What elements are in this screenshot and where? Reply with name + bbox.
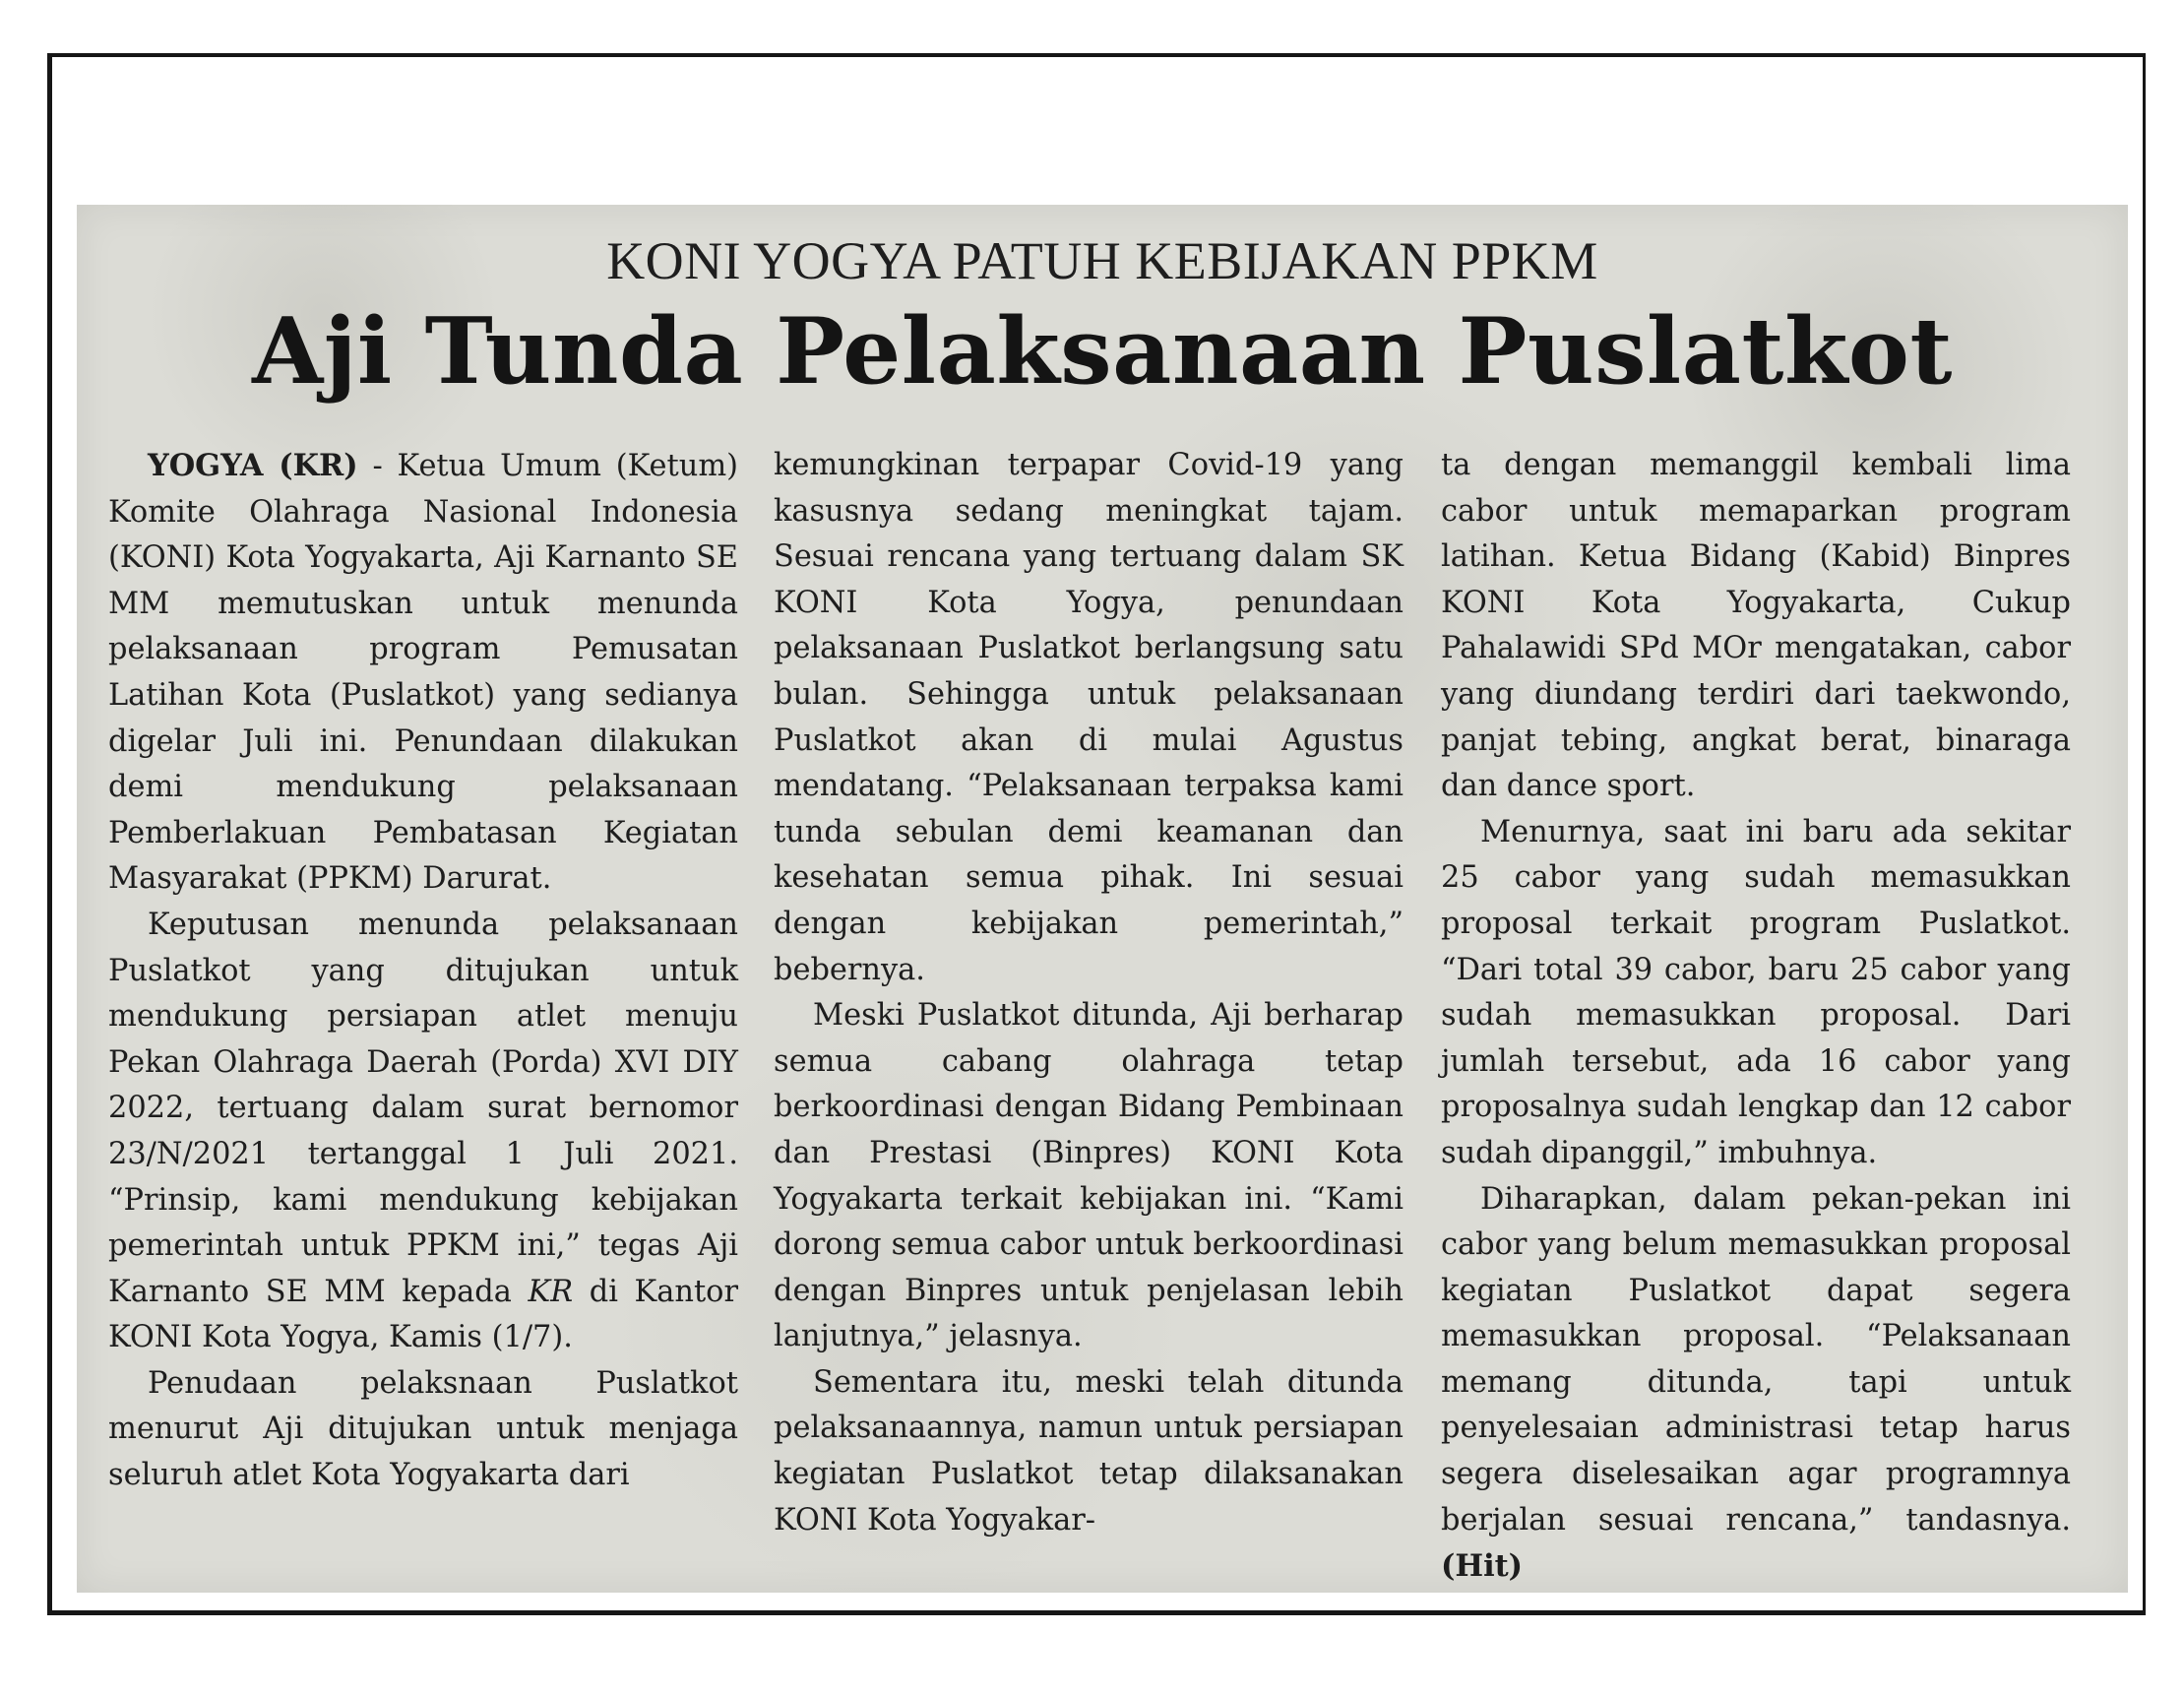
article-column-1 — [108, 443, 738, 1499]
paragraph: Menurnya, saat ini baru ada sekitar 25 cabor yang sudah memasukkan proposal terkait program Puslatkot. “Dari total 39 cabor, baru 25 cabor yang sudah memasukkan proposal. Dari jumlah tersebut, ada 16 cabor yang proposalnya sudah lengkap dan 12 cabor sudah dipanggil,” imbuhnya. — [1441, 814, 2071, 1170]
dateline: YOGYA (KR) — [148, 448, 358, 483]
paragraph: Penudaan pelaksnaan Puslatkot menurut Aji ditujukan untuk menjaga seluruh atlet Kota Yogyakarta dari — [108, 1365, 738, 1493]
article-column-2 — [774, 443, 1404, 1543]
publication-abbrev: KR — [528, 1274, 574, 1309]
paragraph: Meski Puslatkot ditunda, Aji berharap semua cabang olahraga tetap berkoordinasi dengan Bidang Pembinaan dan Prestasi (Binpres) KONI Kota Yogyakarta terkait kebijakan ini. “Kami dorong semua cabor untuk berkoordinasi dengan Binpres untuk penjelasan lebih lanjutnya,” jelasnya. — [774, 998, 1404, 1354]
paragraph: Keputusan menunda pelaksanaan Puslatkot yang ditujukan untuk mendukung persiapan atlet menuju Pekan Olahraga Daerah (Porda) XVI DIY 2022, tertuang dalam surat bernomor 23/N/2021 tertanggal 1 Juli 2021. “Prinsip, kami mendukung kebijakan pemerintah untuk PPKM ini,” tegas Aji Karnanto SE MM kepada KR di Kantor KONI Kota Yogya, Kamis (1/7). — [108, 907, 738, 1355]
paragraph: Diharapkan, dalam pekan-pekan ini cabor yang belum memasukkan proposal kegiatan Puslatkot dapat segera memasukkan proposal. “Pelaksanaan memang ditunda, tapi untuk penyelesaian administrasi tetap harus segera diselesaikan agar programnya berjalan sesuai rencana,” tandasnya.(Hit) — [1441, 1181, 2071, 1585]
author-signature: (Hit) — [1441, 1548, 1524, 1585]
paragraph: kemungkinan terpapar Covid-19 yang kasusnya sedang meningkat tajam. Sesuai rencana yang tertuang dalam SK KONI Kota Yogya, penundaan pelaksanaan Puslatkot berlangsung satu bulan. Sehingga untuk pelaksanaan Puslatkot akan di mulai Agustus mendatang. “Pelaksanaan terpaksa kami tunda sebulan demi keamanan dan kesehatan semua pihak. Ini sesuai dengan kebijakan pemerintah,” bebernya. — [774, 448, 1404, 987]
article-kicker: KONI YOGYA PATUH KEBIJAKAN PPKM — [606, 231, 1598, 290]
article-column-3 — [1441, 443, 2071, 1591]
newspaper-clipping — [77, 205, 2128, 1593]
article-headline: Aji Tunda Pelaksanaan Puslatkot — [252, 297, 1953, 405]
paragraph: YOGYA (KR) - Ketua Umum (Ketum) Komite Olahraga Nasional Indonesia (KONI) Kota Yogyakarta, Aji Karnanto SE MM memutuskan untuk menunda pelaksanaan program Pemusatan Latihan Kota (Puslatkot) yang sedianya digelar Juli ini. Penundaan dilakukan demi mendukung pelaksanaan Pemberlakuan Pembatasan Kegiatan Masyarakat (PPKM) Darurat. — [108, 448, 738, 897]
paragraph: Sementara itu, meski telah ditunda pelaksanaannya, namun untuk persiapan kegiatan Puslatkot tetap dilaksanakan KONI Kota Yogyakar- — [774, 1364, 1404, 1538]
paragraph: ta dengan memanggil kembali lima cabor untuk memaparkan program latihan. Ketua Bidang (Kabid) Binpres KONI Kota Yogyakarta, Cukup Pahalawidi SPd MOr mengatakan, cabor yang diundang terdiri dari taekwondo, panjat tebing, angkat berat, binaraga dan dance sport. — [1441, 448, 2071, 804]
